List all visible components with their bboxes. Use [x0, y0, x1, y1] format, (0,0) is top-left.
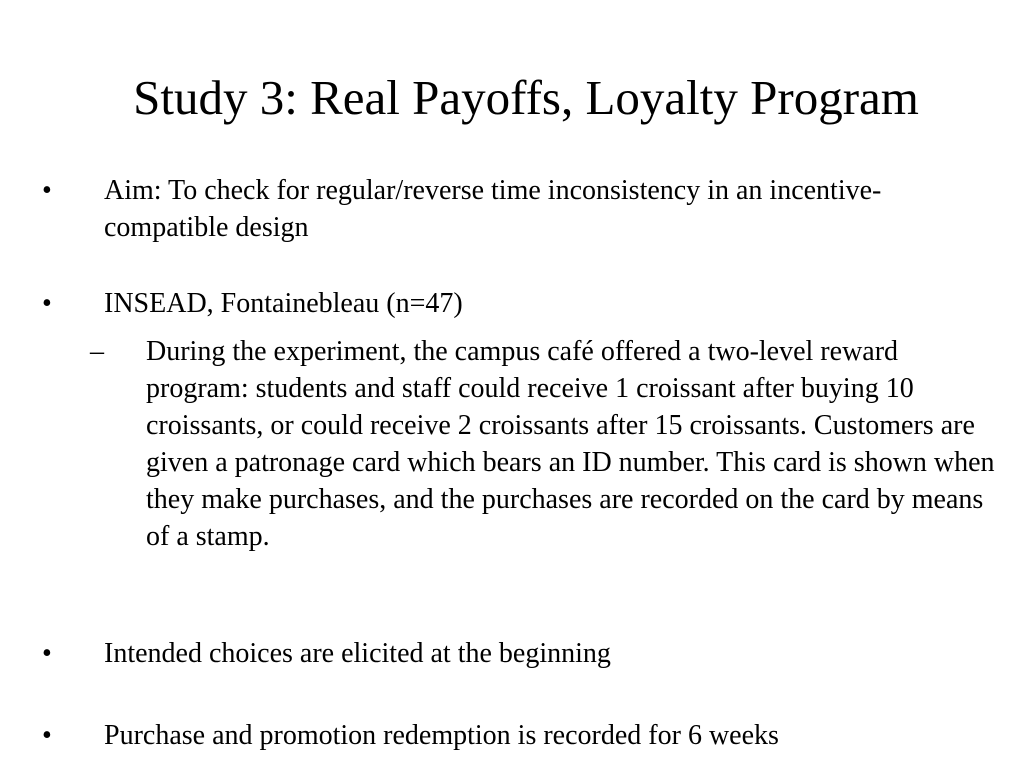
bullet-intended-choices: Intended choices are elicited at the beginning: [104, 638, 611, 669]
bullet-aim: Aim: To check for regular/reverse time inconsistency in an incentive-compatible design: [104, 175, 882, 243]
sub-bullet-reward-program: During the experiment, the campus café offered a two-level reward program: students and staff could receive 1 croissant after buying 10 croissants, or could receive 2 croissants after 15 croissants. Customers are given a patronage card which bears an ID number. This card is shown when they make purchases, and the purchases are recorded on the card by means of a stamp.: [146, 336, 995, 552]
bullet-marker: •: [42, 175, 52, 206]
slide-title: Study 3: Real Payoffs, Loyalty Program: [133, 70, 919, 125]
bullet-purchase-recorded: Purchase and promotion redemption is recorded for 6 weeks: [104, 720, 779, 751]
sub-bullet-marker: –: [90, 336, 104, 367]
bullet-marker: •: [42, 720, 52, 751]
bullet-marker: •: [42, 638, 52, 669]
bullet-insead: INSEAD, Fontainebleau (n=47): [104, 288, 463, 319]
bullet-marker: •: [42, 288, 52, 319]
